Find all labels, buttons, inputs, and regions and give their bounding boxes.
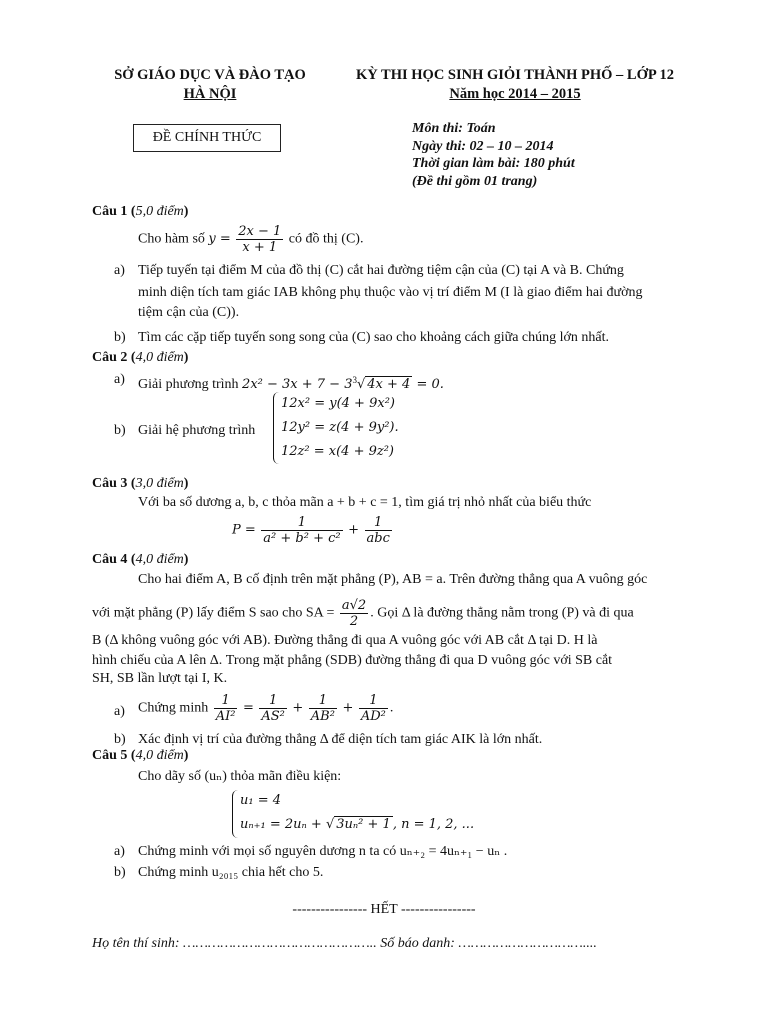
q1-intro: Cho hàm số y = $\frac{2x - 1}{x + 1}$ có đồ thị (C). [138,224,364,255]
q4-line1: Cho hai điểm A, B cố định trên mặt phẳng (P), AB = a. Trên đường thẳng qua A vuông góc [138,572,648,587]
issuer-header [95,66,325,104]
q5-system-brace [232,790,239,838]
q4-title: Câu 4 (4,0 điểm) [92,552,189,567]
q3-title: Câu 3 (3,0 điểm) [92,476,189,491]
end-mark: ---------------- HẾT ---------------- [292,902,476,917]
q5b-line: Chứng minh u₂₀₁₅ chia hết cho 5. [138,865,324,880]
q1a-line3: tiệm cận của (C)). [138,305,240,320]
q2-system: 12x² = y(4 + 9x²) 12y² = z(4 + 9y²). 12z² = x(4 + 9z²) [281,396,399,459]
q2a-label: a) [114,372,125,387]
exam-date: Ngày thi: 02 – 10 – 2014 [412,138,554,154]
issuer-name: SỞ GIÁO DỤC VÀ ĐÀO TẠO [114,67,306,83]
exam-subject: Môn thi: Toán [412,121,496,136]
q5-title: Câu 5 (4,0 điểm) [92,748,189,763]
official-label: ĐỀ CHÍNH THỨC [133,124,281,152]
q5b-label: b) [114,865,126,880]
q1a-line1: Tiếp tuyến tại điểm M của đồ thị (C) cắt hai đường tiệm cận của (C) tại A và B. Chứng [138,263,624,278]
exam-pages: (Đề thi gồm 01 trang) [412,173,538,189]
q4b-line: Xác định vị trí của đường thẳng Δ để diện tích tam giác AIK là lớn nhất. [138,732,543,747]
q4-line3: B (Δ không vuông góc với AB). Đường thẳng đi qua A vuông góc với AB cắt Δ tại D. H là [92,633,598,648]
q5a-label: a) [114,844,125,859]
q4-line2: với mặt phẳng (P) lấy điểm S sao cho SA = $\frac{a√2}{2}$ . Gọi Δ là đường thẳng nằm trong (P) và đi qua [92,598,634,629]
q2a-line: Giải phương trình $2x^2 - 3x + 7 - 3^3√$ 4x + 4 = 0. [138,375,444,392]
q2b-label: b) [114,423,126,438]
q5-line1: Cho dãy số (uₙ) thỏa mãn điều kiện: [138,769,342,784]
q2b-text: Giải hệ phương trình [138,423,256,438]
q4a-label: a) [114,704,125,719]
exam-title: KỲ THI HỌC SINH GIỎI THÀNH PHỐ – LỚP 12 [355,67,675,83]
issuer-city: HÀ NỘI [183,86,237,102]
q1b-line1: Tìm các cặp tiếp tuyến song song của (C) sao cho khoảng cách giữa chúng lớn nhất. [138,330,610,345]
q1b-label: b) [114,330,126,345]
exam-duration: Thời gian làm bài: 180 phút [412,156,575,171]
q2-system-brace [273,392,280,464]
q5-system: u₁ = 4 uₙ₊₁ = 2uₙ + √ 3uₙ² + 1 , n = 1, 2, ... [240,793,475,832]
exam-header [330,66,700,104]
q5a-line: Chứng minh với mọi số nguyên dương n ta có uₙ₊₂ = 4uₙ₊₁ − uₙ . [138,844,508,859]
q4b-label: b) [114,732,126,747]
q4-line4: hình chiếu của A lên Δ. Trong mặt phẳng (SDB) đường thẳng đi qua D vuông góc với SB cắt [92,653,613,668]
q4-line5: SH, SB lần lượt tại I, K. [92,671,228,686]
q1a-label: a) [114,263,125,278]
q3-expression: P = $\frac{1}{\text{a² + b² + c²}}$ + $\frac{1}{\text{abc}}$ [232,515,390,546]
q1-function-fraction: $\frac{2x - 1}{x + 1}$ [238,224,282,255]
q2-title: Câu 2 (4,0 điểm) [92,350,189,365]
q4a-line: Chứng minh $\frac{1}{\text{AI²}}$ = $\frac{1}{\text{AS²}}$ + $\frac{1}{\text{AB²}}$ + $\frac{1}{\text{AD²}}$ . [138,693,394,724]
school-year: Năm học 2014 – 2015 [449,86,581,102]
q1-title: Câu 1 (5,0 điểm) [92,204,189,219]
candidate-info-line: Họ tên thí sinh: ……………………………………….. Số báo danh: ………………………….... [92,936,597,951]
q3-line1: Với ba số dương a, b, c thỏa mãn a + b + c = 1, tìm giá trị nhỏ nhất của biểu thức [138,495,592,510]
exam-info [412,120,575,190]
q1a-line2: minh diện tích tam giác IAB không phụ thuộc vào vị trí điểm M (I là giao điểm hai đường [138,285,643,300]
